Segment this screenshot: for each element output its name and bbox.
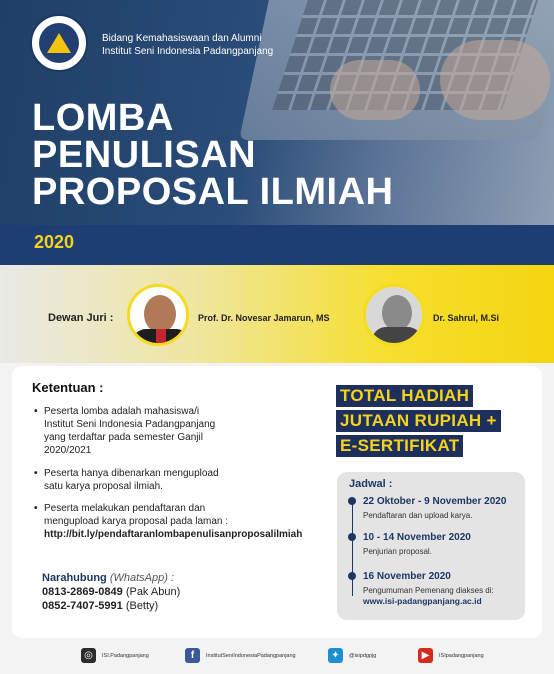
judge-photo-1 bbox=[127, 284, 189, 346]
rule-1-line-4: 2020/2021 bbox=[44, 445, 92, 456]
rule-item-1 bbox=[34, 405, 215, 457]
bullet-icon: • bbox=[34, 406, 38, 417]
rule-item-3 bbox=[34, 502, 302, 541]
prize-line-2: JUTAAN RUPIAH + bbox=[336, 410, 501, 432]
org-line-2: Institut Seni Indonesia Padangpanjang bbox=[102, 46, 274, 57]
youtube-glyph: ▶ bbox=[421, 650, 430, 661]
phone-number-2: 0852-7407-5991 bbox=[42, 600, 123, 612]
timeline-dot-icon bbox=[348, 533, 356, 541]
title-line-2: PENULISAN bbox=[32, 134, 257, 176]
rule-1-line-1: Peserta lomba adalah mahasiswa/i bbox=[44, 406, 200, 417]
year-label: 2020 bbox=[34, 232, 75, 252]
page-title bbox=[32, 97, 394, 213]
organization-label bbox=[102, 32, 273, 58]
contact-phone-2[interactable] bbox=[42, 600, 158, 612]
facebook-glyph: f bbox=[190, 650, 195, 661]
contact-phone-1[interactable] bbox=[42, 586, 180, 598]
youtube-handle[interactable]: ISIpadangpanjang bbox=[439, 653, 484, 659]
facebook-handle[interactable]: InstitutSeniIndonesiaPadangpanjang bbox=[206, 653, 296, 659]
schedule-desc-1: Pendaftaran dan upload karya. bbox=[363, 511, 473, 520]
rule-3-line-2: mengupload karya proposal pada laman : bbox=[44, 516, 229, 527]
schedule-heading: Jadwal : bbox=[349, 478, 393, 490]
bullet-icon: • bbox=[34, 503, 38, 514]
announcement-link[interactable]: www.isi-padangpanjang.ac.id bbox=[363, 596, 482, 606]
rule-1-line-3: yang terdaftar pada semester Ganjil bbox=[44, 432, 203, 443]
timeline-dot-icon bbox=[348, 497, 356, 505]
twitter-glyph: ✦ bbox=[331, 650, 340, 661]
facebook-icon[interactable] bbox=[185, 648, 200, 663]
jury-label: Dewan Juri : bbox=[48, 312, 114, 324]
rule-3-line-1: Peserta melakukan pendaftaran dan bbox=[44, 503, 206, 514]
judge-photo-2 bbox=[363, 284, 425, 346]
rule-1-line-2: Institut Seni Indonesia Padangpanjang bbox=[44, 419, 216, 430]
schedule-date-3: 16 November 2020 bbox=[363, 571, 451, 582]
prize-line-3: E-SERTIFIKAT bbox=[336, 435, 463, 457]
timeline-line bbox=[352, 500, 353, 596]
instagram-handle[interactable]: ISI.Padangpanjang bbox=[102, 653, 149, 659]
prize-line-1: TOTAL HADIAH bbox=[336, 385, 473, 407]
phone-number-1: 0813-2869-0849 bbox=[42, 586, 123, 598]
bullet-icon: • bbox=[34, 468, 38, 479]
org-line-1: Bidang Kemahasiswaan dan Alumni bbox=[102, 33, 262, 44]
contact-note: (WhatsApp) : bbox=[109, 572, 175, 584]
twitter-icon[interactable] bbox=[328, 648, 343, 663]
logo-emblem-icon bbox=[47, 33, 71, 53]
judge-name-1: Prof. Dr. Novesar Jamarun, MS bbox=[198, 313, 330, 323]
hand-right-photo bbox=[440, 40, 550, 120]
instagram-icon[interactable] bbox=[81, 648, 96, 663]
youtube-icon[interactable] bbox=[418, 648, 433, 663]
instagram-glyph: ◎ bbox=[84, 650, 93, 661]
schedule-desc-2: Penjurian proposal. bbox=[363, 547, 432, 556]
timeline-dot-icon bbox=[348, 572, 356, 580]
registration-link[interactable]: http://bit.ly/pendaftaranlombapenulisanproposalilmiah bbox=[44, 529, 303, 540]
title-line-3: PROPOSAL ILMIAH bbox=[32, 171, 394, 213]
schedule-date-2: 10 - 14 November 2020 bbox=[363, 532, 471, 543]
rule-2-line-2: satu karya proposal ilmiah. bbox=[44, 481, 163, 492]
year-bar bbox=[0, 225, 554, 265]
contact-title: Narahubung bbox=[42, 572, 107, 584]
twitter-handle[interactable]: @isipdgpjg bbox=[349, 653, 377, 659]
judge-name-2: Dr. Sahrul, M.Si bbox=[433, 313, 500, 323]
schedule-desc-3: Pengumuman Pemenang diakses di: bbox=[363, 586, 494, 595]
contact-label bbox=[42, 572, 174, 584]
phone-name-2: (Betty) bbox=[125, 600, 159, 612]
title-line-1: LOMBA bbox=[32, 97, 174, 139]
rules-heading: Ketentuan : bbox=[32, 380, 104, 395]
rule-2-line-1: Peserta hanya dibenarkan mengupload bbox=[44, 468, 219, 479]
phone-name-1: (Pak Abun) bbox=[125, 586, 181, 598]
rule-item-2 bbox=[34, 467, 219, 493]
institution-logo bbox=[30, 14, 88, 72]
schedule-date-1: 22 Oktober - 9 November 2020 bbox=[363, 496, 507, 507]
